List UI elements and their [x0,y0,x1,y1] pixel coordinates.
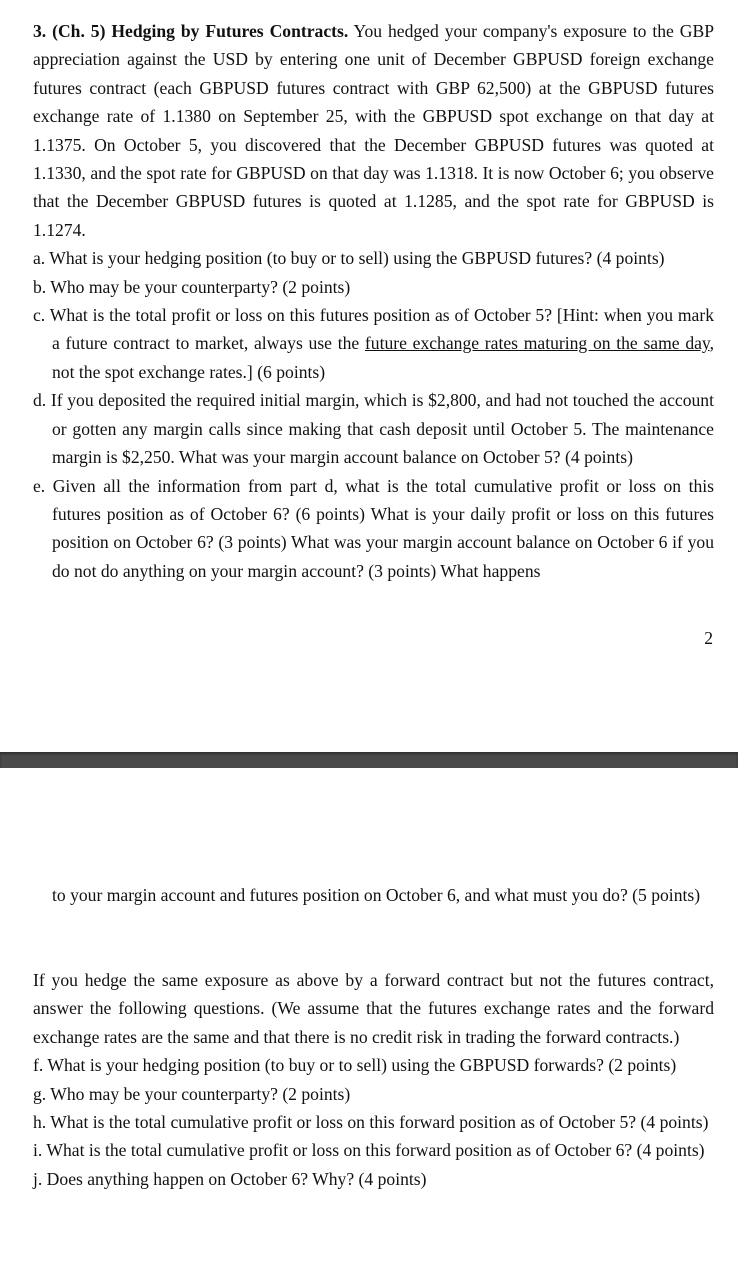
item-h: h. What is the total cumulative profit or loss on this forward position as of October 5? (4 points) [33,1112,709,1133]
item-c-text: c. What is the total profit or loss on this futures position as of October 5? [Hint: when you mark a future contract to market, always use the [33,305,714,354]
item-e-continued-block [33,881,714,909]
page-separator [0,752,738,768]
question-intro-text: You hedged your company's exposure to the GBP appreciation against the USD by entering one unit of December GBPUSD foreign exchange futures contract (each GBPUSD futures contract with GBP 62,500) at the GBPUSD futures exchange rate of 1.1380 on September 25, with the GBPUSD spot exchange on that day at 1.1375. On October 5, you discovered that the December GBPUSD futures was quoted at 1.1330, and the spot rate for GBPUSD on that day was 1.1318. It is now October 6; you observe that the December GBPUSD futures is quoted at 1.1285, and the spot rate for GBPUSD is 1.1274. [33,21,714,240]
item-j: j. Does anything happen on October 6? Why? (4 points) [33,1168,427,1189]
item-c-text-end: , not the spot exchange rates.] (6 points) [52,333,714,382]
item-i: i. What is the total cumulative profit or loss on this forward position as of October 6? (4 points) [33,1140,705,1161]
question-3-text [33,17,714,585]
item-e: e. Given all the information from part d, what is the total cumulative profit or loss on this futures position as of October 6? (6 points) What is your daily profit or loss on this futures position on October 6? (3 points) What was your margin account balance on October 6 if you do not do anything on your margin account? (3 points) What happens [33,475,714,581]
forward-intro: If you hedge the same exposure as above by a forward contract but not the futures contract, answer the following questions. (We assume that the futures exchange rates and the forward exchange rates are the same and that there is no credit risk in trading the forward contracts.) [33,970,714,1047]
item-g: g. Who may be your counterparty? (2 points) [33,1083,351,1104]
item-c-underlined-hint: future exchange rates maturing on the same day [364,333,710,354]
item-f: f. What is your hedging position (to buy or to sell) using the GBPUSD forwards? (2 points) [33,1055,677,1076]
forward-section [33,966,714,1193]
question-heading: 3. (Ch. 5) Hedging by Futures Contracts. [33,21,349,41]
item-e-continued: to your margin account and futures position on October 6, and what must you do? (5 points) [52,885,701,905]
question-3-intro [33,17,714,244]
item-c [33,301,714,386]
item-d: d. If you deposited the required initial margin, which is $2,800, and had not touched the account or gotten any margin calls since making that cash deposit until October 5. The maintenance margin is $2,250. What was your margin account balance on October 5? (4 points) [33,390,714,468]
item-b: b. Who may be your counterparty? (2 points) [33,276,351,297]
page-number: 2 [704,628,713,648]
page-3-top [0,768,738,1262]
item-a: a. What is your hedging position (to buy or to sell) using the GBPUSD futures? (4 points) [33,248,665,269]
